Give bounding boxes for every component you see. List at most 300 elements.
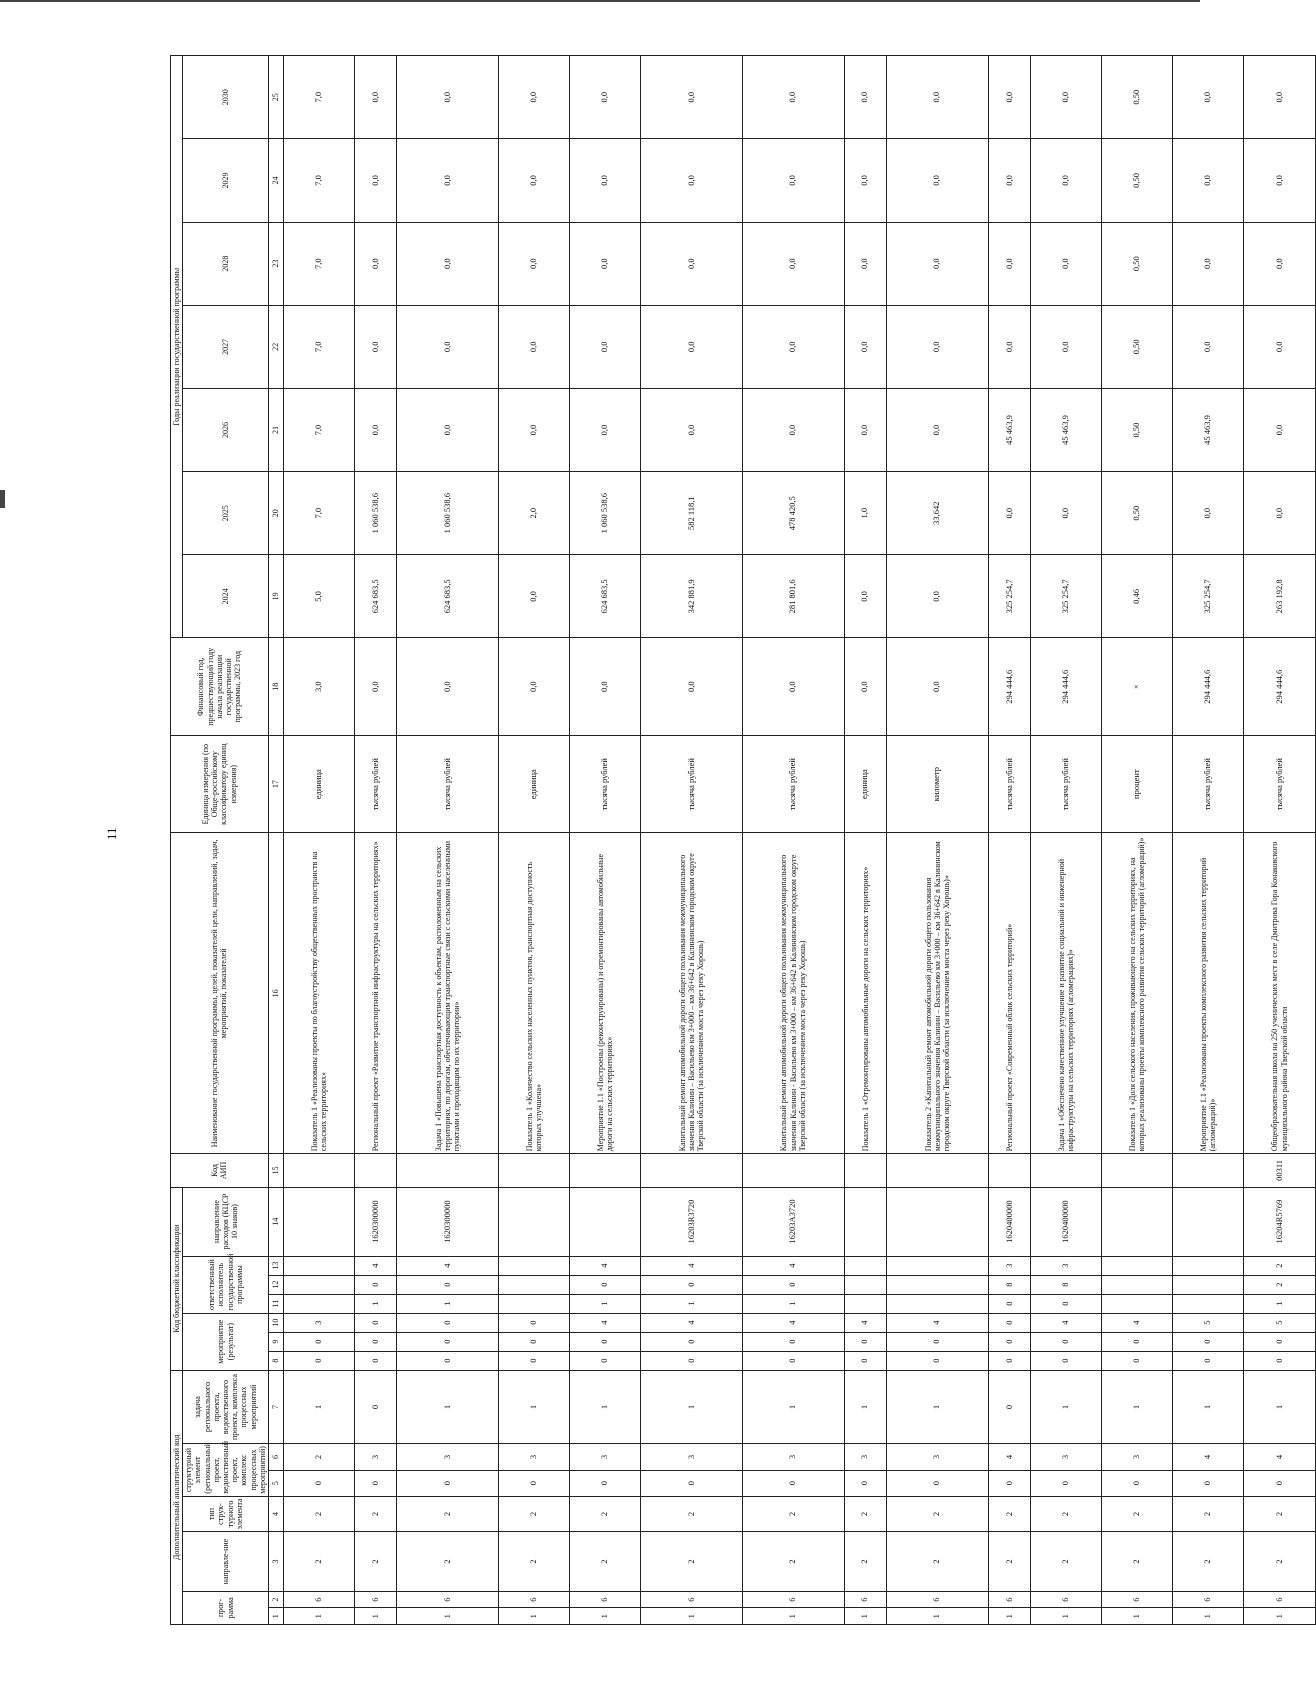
table-cell: 0,0: [1173, 139, 1244, 222]
table-cell: 0,0: [397, 305, 499, 388]
column-number: 22: [268, 305, 283, 388]
table-cell: 0: [1031, 1470, 1102, 1496]
table-cell: [742, 1154, 844, 1187]
header-row-1: [171, 56, 183, 1625]
table-cell: 0: [1173, 1351, 1244, 1370]
table-cell: 2: [1031, 1496, 1102, 1532]
expense-header: направление расходов (КЦСР 10 знаков): [183, 1187, 269, 1256]
table-cell: 0: [1031, 1294, 1102, 1313]
table-cell: тысяча рублей: [354, 735, 396, 832]
table-cell: 0,0: [641, 388, 743, 471]
row-name-cell: Показатель 1 «Отремонтированы автомобильные дороги на сельских территориях»: [844, 833, 886, 1154]
column-number: 15: [268, 1154, 283, 1187]
table-cell: 2: [641, 1496, 743, 1532]
table-cell: [570, 1187, 641, 1256]
unit-header: Единица измерения (по Обще-российскому классификатору единиц измерения): [171, 735, 269, 832]
table-cell: [570, 1154, 641, 1187]
table-cell: 0,0: [887, 222, 989, 305]
table-cell: 0,0: [570, 638, 641, 735]
table-cell: 0,0: [1244, 305, 1315, 388]
column-number: 24: [268, 139, 283, 222]
table-cell: 2: [570, 1532, 641, 1591]
table-cell: 0: [641, 1470, 743, 1496]
table-cell: 0,0: [1173, 472, 1244, 555]
table-cell: 0,0: [1173, 305, 1244, 388]
table-cell: [844, 1275, 886, 1294]
table-cell: 0: [1102, 1351, 1173, 1370]
table-cell: 4: [1102, 1313, 1173, 1332]
table-cell: 0,0: [354, 305, 396, 388]
table-body: [283, 56, 1315, 1625]
table-cell: [283, 1294, 354, 1313]
table-cell: 0,0: [988, 222, 1030, 305]
year-2028-header: 2028: [183, 222, 269, 305]
table-cell: 0: [844, 1470, 886, 1496]
table-cell: [844, 1154, 886, 1187]
table-cell: 8: [1031, 1275, 1102, 1294]
table-row: [1102, 56, 1173, 1625]
table-cell: 0,0: [570, 56, 641, 139]
table-cell: 0: [1244, 1470, 1315, 1496]
table-cell: 0,0: [988, 56, 1030, 139]
year-2026-header: 2026: [183, 388, 269, 471]
table-cell: 2: [499, 1532, 570, 1591]
table-row: [499, 56, 570, 1625]
table-cell: 0,50: [1102, 222, 1173, 305]
table-cell: 294 444,6: [1173, 638, 1244, 735]
table-cell: 1: [570, 1370, 641, 1444]
table-cell: [988, 1154, 1030, 1187]
table-cell: 0: [641, 1332, 743, 1351]
table-cell: 3: [283, 1313, 354, 1332]
struct-element-header: структурный элемент (региональный проект, ведомственный проект, комплекс процессных мероприятий): [183, 1444, 269, 1496]
table-cell: 342 881,9: [641, 555, 743, 638]
table-cell: 1: [397, 1294, 499, 1313]
table-cell: 0: [1244, 1332, 1315, 1351]
table-cell: 0,0: [1031, 222, 1102, 305]
table-cell: [354, 1154, 396, 1187]
table-cell: 0,0: [641, 638, 743, 735]
table-cell: 6: [1102, 1591, 1173, 1608]
table-cell: единица: [844, 735, 886, 832]
table-cell: [499, 1154, 570, 1187]
row-name-cell: Показатель 2 «Капитальный ремонт автомобильной дороги общего пользования межмуниципального значения Калинин – Васильево км 3+000 – км 36+642 в Калининском городском округе Тверской области (за исключением моста через реку Хорошь)»: [887, 833, 989, 1154]
table-cell: 1: [1244, 1294, 1315, 1313]
table-cell: 2: [283, 1444, 354, 1470]
table-cell: 2: [988, 1496, 1030, 1532]
table-cell: 2: [844, 1496, 886, 1532]
table-cell: 2: [641, 1532, 743, 1591]
table-cell: [1031, 1154, 1102, 1187]
table-cell: 263 192,8: [1244, 555, 1315, 638]
table-cell: 0: [354, 1313, 396, 1332]
table-cell: 2: [887, 1496, 989, 1532]
table-cell: 0,0: [499, 222, 570, 305]
table-cell: 0,0: [742, 222, 844, 305]
rotated-table-wrapper: [170, 55, 1289, 1625]
table-cell: ×: [1102, 638, 1173, 735]
table-cell: [397, 1154, 499, 1187]
table-cell: 0,0: [1244, 472, 1315, 555]
row-name-cell: Капитальный ремонт автомобильной дороги общего пользования межмуниципального значения Калинин – Васильево км 3+000 – км 36+642 в Калининском городском округе Тверской области (за исключением моста через реку Хорошь): [641, 833, 743, 1154]
name-header: Наименование государственной программы, целей, показателей цели, направлений, задач, мероприятий, показателей: [171, 833, 269, 1154]
table-row: [1244, 56, 1315, 1625]
table-cell: 0,0: [397, 222, 499, 305]
table-cell: тысяча рублей: [1173, 735, 1244, 832]
table-cell: 0,0: [570, 139, 641, 222]
table-cell: 4: [1244, 1444, 1315, 1470]
table-cell: 1620400000: [988, 1187, 1030, 1256]
column-number: 11: [268, 1294, 283, 1313]
table-cell: [283, 1256, 354, 1275]
table-cell: 4: [641, 1256, 743, 1275]
table-cell: 0: [570, 1332, 641, 1351]
table-cell: 6: [988, 1591, 1030, 1608]
table-cell: 2: [1244, 1496, 1315, 1532]
table-cell: 33,642: [887, 472, 989, 555]
table-cell: 1620300000: [354, 1187, 396, 1256]
column-number: 5: [268, 1470, 283, 1496]
table-cell: 2: [397, 1496, 499, 1532]
column-number-row: [268, 56, 283, 1625]
row-name-cell: Общеобразовательная школа на 250 ученических мест в селе Дмитрова Гора Конаковского муниципального района Тверской области: [1244, 833, 1315, 1154]
ait-header: Код АИП: [171, 1154, 269, 1187]
table-cell: 1: [397, 1370, 499, 1444]
table-cell: тысяча рублей: [1031, 735, 1102, 832]
row-name-cell: Региональный проект «Современный облик сельских территорий»: [988, 833, 1030, 1154]
table-cell: 1: [742, 1370, 844, 1444]
table-cell: 6: [641, 1591, 743, 1608]
table-cell: 2: [887, 1532, 989, 1591]
table-cell: 1: [354, 1294, 396, 1313]
table-cell: 0,0: [844, 56, 886, 139]
table-cell: 294 444,6: [988, 638, 1030, 735]
table-cell: 0,0: [354, 638, 396, 735]
table-cell: 00311: [1244, 1154, 1315, 1187]
table-cell: 5: [1244, 1313, 1315, 1332]
table-cell: 0,0: [988, 472, 1030, 555]
table-cell: 4: [397, 1256, 499, 1275]
table-cell: 8: [988, 1275, 1030, 1294]
table-cell: 6: [283, 1591, 354, 1608]
table-cell: 3: [570, 1444, 641, 1470]
row-name-cell: Задача 1 «Обеспечено качественное улучшение и развитие социальной и инженерной инфраструктуры на сельских территориях (агломерациях)»: [1031, 833, 1102, 1154]
table-cell: 0,0: [1244, 56, 1315, 139]
table-cell: 0: [283, 1351, 354, 1370]
table-row: [641, 56, 743, 1625]
table-cell: 7,0: [283, 222, 354, 305]
table-cell: 478 420,5: [742, 472, 844, 555]
table-cell: 0,0: [887, 56, 989, 139]
table-cell: 2: [354, 1496, 396, 1532]
table-cell: 0,0: [1173, 222, 1244, 305]
table-cell: 1: [844, 1608, 886, 1625]
table-cell: 0,0: [988, 305, 1030, 388]
table-cell: 3: [641, 1444, 743, 1470]
table-cell: 1: [641, 1608, 743, 1625]
table-cell: 4: [988, 1444, 1030, 1470]
table-cell: 3: [887, 1444, 989, 1470]
scan-edge-mark: [0, 0, 1200, 2]
table-cell: 2: [1173, 1496, 1244, 1532]
table-cell: [1173, 1187, 1244, 1256]
table-cell: 2: [742, 1532, 844, 1591]
table-cell: 4: [1031, 1313, 1102, 1332]
table-cell: 3: [1102, 1444, 1173, 1470]
table-cell: 0,50: [1102, 139, 1173, 222]
table-cell: 6: [742, 1591, 844, 1608]
table-cell: 45 463,9: [1173, 388, 1244, 471]
table-cell: 45 463,9: [1031, 388, 1102, 471]
year-2029-header: 2029: [183, 139, 269, 222]
table-cell: 0,0: [844, 638, 886, 735]
row-name-cell: Показатель 1 «Реализованы проекты по благоустройству общественных пространств на сельских территориях»: [283, 833, 354, 1154]
table-cell: 5,0: [283, 555, 354, 638]
table-cell: 6: [1031, 1591, 1102, 1608]
table-cell: 0: [499, 1332, 570, 1351]
table-cell: 0: [1173, 1332, 1244, 1351]
table-cell: 0,0: [570, 222, 641, 305]
table-cell: 0,0: [742, 56, 844, 139]
table-cell: 4: [1173, 1444, 1244, 1470]
table-cell: 2: [1031, 1532, 1102, 1591]
column-number: 4: [268, 1496, 283, 1532]
table-cell: 0: [499, 1351, 570, 1370]
budget-code-header: Код бюджетной классификации: [171, 1187, 183, 1370]
table-cell: 4: [887, 1313, 989, 1332]
table-cell: километр: [887, 735, 989, 832]
table-cell: [499, 1294, 570, 1313]
table-cell: 0,0: [887, 139, 989, 222]
table-cell: 1: [887, 1608, 989, 1625]
table-cell: [1173, 1275, 1244, 1294]
table-cell: 1: [887, 1370, 989, 1444]
table-cell: 1: [844, 1370, 886, 1444]
table-cell: [887, 1187, 989, 1256]
table-cell: [499, 1275, 570, 1294]
table-cell: 1: [1102, 1608, 1173, 1625]
table-cell: 2: [499, 1496, 570, 1532]
table-cell: 0,0: [354, 139, 396, 222]
table-cell: 0: [570, 1275, 641, 1294]
table-cell: 4: [844, 1313, 886, 1332]
column-number: 6: [268, 1444, 283, 1470]
table-cell: 294 444,6: [1031, 638, 1102, 735]
table-cell: 0: [354, 1370, 396, 1444]
program-table: [170, 55, 1316, 1625]
table-cell: 0: [354, 1332, 396, 1351]
table-cell: 0,0: [397, 139, 499, 222]
table-cell: 0,0: [844, 222, 886, 305]
table-cell: 2: [1244, 1532, 1315, 1591]
base-year-header: Финансовый год, предшествующий году начала реализации государственной программы, 2023 год: [171, 638, 269, 735]
table-cell: 0: [988, 1294, 1030, 1313]
table-cell: 16203А3720: [742, 1187, 844, 1256]
table-cell: 0,0: [1031, 139, 1102, 222]
table-cell: 2: [1173, 1532, 1244, 1591]
table-cell: 3: [499, 1444, 570, 1470]
table-cell: 1620300000: [397, 1187, 499, 1256]
row-name-cell: Показатель 1 «Количество сельских населенных пунктов, транспортная доступность которых улучшена»: [499, 833, 570, 1154]
table-cell: 2: [397, 1532, 499, 1591]
table-cell: 0: [641, 1275, 743, 1294]
table-cell: [1173, 1294, 1244, 1313]
table-cell: 2: [1244, 1256, 1315, 1275]
table-cell: 1 060 538,6: [397, 472, 499, 555]
table-cell: 0: [397, 1275, 499, 1294]
table-cell: [844, 1256, 886, 1275]
analytic-code-header: Дополнительный аналитический код: [171, 1370, 183, 1624]
table-row: [742, 56, 844, 1625]
column-number: 7: [268, 1370, 283, 1444]
table-row: [397, 56, 499, 1625]
table-cell: 0,0: [1244, 139, 1315, 222]
table-cell: 1: [570, 1608, 641, 1625]
table-cell: [283, 1187, 354, 1256]
table-cell: 0: [1102, 1470, 1173, 1496]
table-cell: 3: [1031, 1444, 1102, 1470]
table-cell: 7,0: [283, 139, 354, 222]
table-cell: 3: [844, 1444, 886, 1470]
table-cell: [1102, 1294, 1173, 1313]
table-cell: 1620400000: [1031, 1187, 1102, 1256]
task-header: задача регионального проекта, ведомственного проекта, комплекса процессных мероприятий: [183, 1370, 269, 1444]
table-cell: 582 118,1: [641, 472, 743, 555]
column-number: 10: [268, 1313, 283, 1332]
table-cell: [844, 1294, 886, 1313]
table-cell: 1 060 538,6: [570, 472, 641, 555]
table-cell: 0,0: [397, 638, 499, 735]
table-cell: единица: [499, 735, 570, 832]
row-name-cell: Региональный проект «Развитие транспортной инфраструктуры на сельских территориях»: [354, 833, 396, 1154]
year-2030-header: 2030: [183, 56, 269, 139]
table-cell: 1: [499, 1370, 570, 1444]
row-name-cell: Показатель 1 «Доля сельского населения, проживающего на сельских территориях, на которых реализованы проекты комплексного развития сельских территорий (агломераций)»: [1102, 833, 1173, 1154]
table-cell: 0,0: [354, 56, 396, 139]
table-cell: 2: [1244, 1275, 1315, 1294]
table-cell: 0,0: [354, 388, 396, 471]
table-cell: 0,0: [887, 555, 989, 638]
table-cell: 0: [742, 1332, 844, 1351]
table-cell: 0,0: [844, 388, 886, 471]
event-header: мероприятие (результат): [183, 1313, 269, 1370]
table-cell: 6: [354, 1591, 396, 1608]
table-cell: 7,0: [283, 472, 354, 555]
table-cell: 0: [742, 1275, 844, 1294]
table-cell: [1102, 1256, 1173, 1275]
table-cell: 1: [397, 1608, 499, 1625]
table-cell: 0: [988, 1313, 1030, 1332]
column-number: 21: [268, 388, 283, 471]
column-number: 1: [268, 1608, 283, 1625]
table-row: [887, 56, 989, 1625]
table-cell: 1: [1244, 1608, 1315, 1625]
struct-type-header: тип струк-турного элемента: [183, 1496, 269, 1532]
table-cell: 4: [570, 1313, 641, 1332]
table-cell: 4: [742, 1313, 844, 1332]
table-cell: 0,0: [499, 139, 570, 222]
table-row: [1173, 56, 1244, 1625]
table-cell: [844, 1187, 886, 1256]
table-cell: 0: [641, 1351, 743, 1370]
table-cell: 0: [1031, 1332, 1102, 1351]
table-cell: 0,0: [1031, 56, 1102, 139]
table-row: [570, 56, 641, 1625]
table-cell: 2: [283, 1496, 354, 1532]
table-cell: 0: [1173, 1470, 1244, 1496]
table-cell: 0,0: [742, 638, 844, 735]
table-cell: 1: [1031, 1370, 1102, 1444]
table-cell: 0: [499, 1470, 570, 1496]
table-cell: 325 254,7: [1173, 555, 1244, 638]
table-cell: 1,0: [844, 472, 886, 555]
executor-header: ответственный исполнитель государственной программы: [183, 1256, 269, 1313]
table-cell: 624 683,5: [570, 555, 641, 638]
table-cell: 0,0: [887, 638, 989, 735]
table-cell: 0: [354, 1351, 396, 1370]
table-cell: 0,0: [988, 139, 1030, 222]
table-cell: [283, 1275, 354, 1294]
table-cell: 0,0: [354, 222, 396, 305]
table-row: [283, 56, 354, 1625]
table-cell: 0: [397, 1470, 499, 1496]
table-cell: 1: [1031, 1608, 1102, 1625]
table-cell: 0,0: [742, 305, 844, 388]
table-cell: 0,0: [844, 305, 886, 388]
table-cell: 0: [283, 1332, 354, 1351]
table-cell: 2: [844, 1532, 886, 1591]
table-cell: 0: [988, 1351, 1030, 1370]
year-2024-header: 2024: [183, 555, 269, 638]
table-cell: 281 801,6: [742, 555, 844, 638]
table-cell: 0: [988, 1470, 1030, 1496]
table-cell: [1173, 1256, 1244, 1275]
table-cell: 2,0: [499, 472, 570, 555]
table-cell: 0,0: [1031, 305, 1102, 388]
years-header: Годы реализации государственной программы: [171, 56, 183, 638]
table-cell: 0,0: [499, 56, 570, 139]
table-cell: 325 254,7: [1031, 555, 1102, 638]
column-number: 12: [268, 1275, 283, 1294]
table-cell: 0,0: [397, 56, 499, 139]
table-cell: 1: [570, 1294, 641, 1313]
table-cell: 0,0: [499, 305, 570, 388]
row-name-cell: Мероприятие 1.1 «Построены (реконструированы) и отремонтированы автомобильные дороги на сельских территориях»: [570, 833, 641, 1154]
table-cell: 0,50: [1102, 305, 1173, 388]
table-cell: 0,0: [742, 388, 844, 471]
table-cell: 0: [887, 1470, 989, 1496]
table-cell: 2: [742, 1496, 844, 1532]
table-row: [988, 56, 1030, 1625]
column-number: 16: [268, 833, 283, 1154]
table-cell: 0: [742, 1470, 844, 1496]
table-cell: 0: [397, 1313, 499, 1332]
column-number: 8: [268, 1351, 283, 1370]
column-number: 2: [268, 1591, 283, 1608]
table-cell: 0: [844, 1332, 886, 1351]
table-cell: 0,50: [1102, 472, 1173, 555]
table-cell: 6: [397, 1591, 499, 1608]
table-cell: 0,0: [1244, 222, 1315, 305]
table-cell: 0: [570, 1470, 641, 1496]
table-cell: 2: [1102, 1532, 1173, 1591]
table-cell: [887, 1294, 989, 1313]
table-cell: процент: [1102, 735, 1173, 832]
table-cell: 1: [641, 1294, 743, 1313]
table-cell: [641, 1154, 743, 1187]
table-row: [354, 56, 396, 1625]
table-cell: тысяча рублей: [742, 735, 844, 832]
